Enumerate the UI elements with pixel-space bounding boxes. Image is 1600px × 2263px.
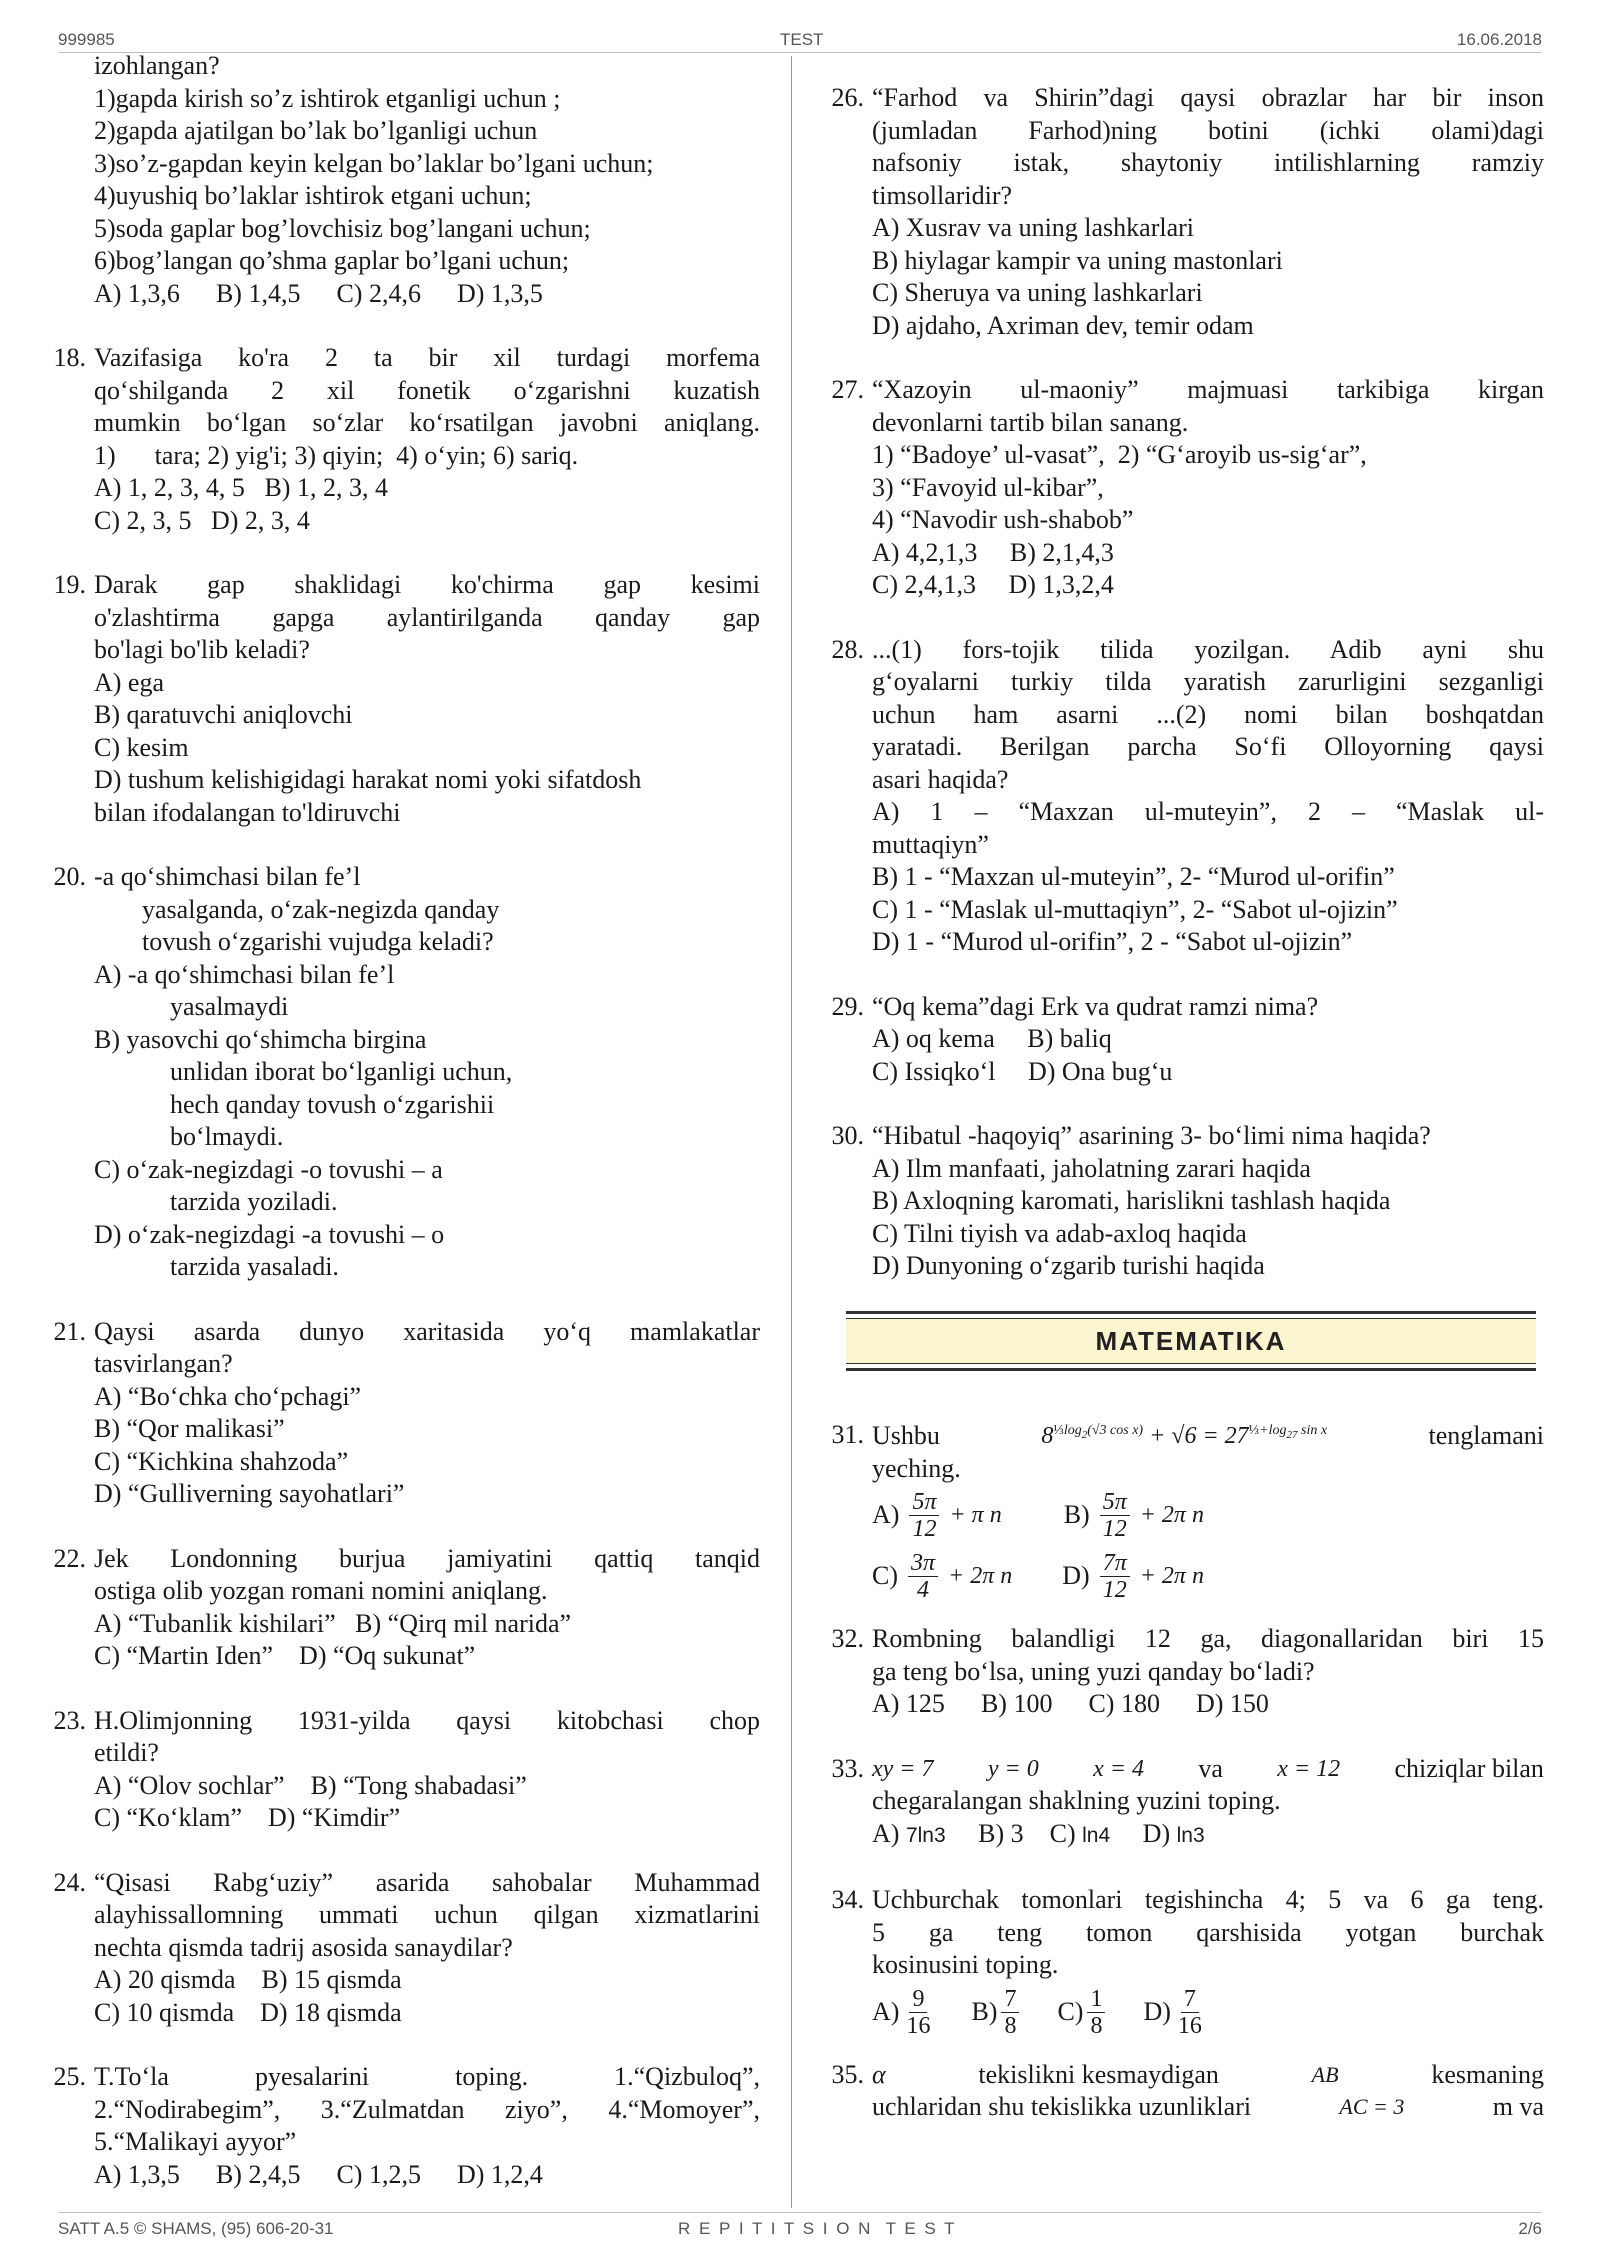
text-line: qo‘shilganda 2 xil fonetik o‘zgarishni kuzatish <box>94 375 760 405</box>
question-35 <box>812 2059 1544 2124</box>
option-a[interactable]: A) 1,3,5 <box>94 2159 180 2189</box>
text-line <box>872 2059 1544 2092</box>
footer-title: R E P I T I T S I O N T E S T <box>678 2219 957 2238</box>
options-ab[interactable]: A) 20 qismda B) 15 qismda <box>94 1965 402 1994</box>
section-banner <box>846 1311 1536 1371</box>
question-number: 22. <box>53 1543 86 1573</box>
option-b[interactable]: B) <box>971 1996 998 2026</box>
option-d-continued: bilan ifodalangan to'ldiruvchi <box>94 797 401 827</box>
text-line: timsollaridir? <box>872 180 1013 210</box>
question-28 <box>812 634 1544 959</box>
option-a[interactable]: A) <box>872 1500 900 1530</box>
question-number: 19. <box>53 570 86 599</box>
footer-copyright: SATT A.5 © SHAMS, (95) 606-20-31 <box>58 2219 334 2238</box>
option-b[interactable]: B) 100 <box>980 1689 1053 1718</box>
question-22 <box>34 1543 760 1673</box>
text-line: chegaralangan shaklning yuzini toping. <box>872 1786 1281 1815</box>
text-line: nafsoniy istak, shaytoniy intilishlarning ramziy <box>872 148 1544 177</box>
options-ab[interactable]: A) oq kema B) baliq <box>872 1024 1112 1053</box>
text-line: bo'lagi bo'lib keladi? <box>94 635 310 664</box>
option-a[interactable]: A) 1 – “Maxzan ul-muteyin”, 2 – “Maslak ul- <box>872 797 1544 826</box>
option-c[interactable]: C) 2, 3, 5 <box>94 505 192 535</box>
text-line <box>872 2091 1544 2124</box>
option-b-continued: hech qanday tovush o‘zgarishii <box>170 1089 495 1119</box>
fraction: $\frac{7\pi}{12}$ <box>1100 1550 1130 1603</box>
text-line: Rombning balandligi 12 ga, diagonallaridan biri 15 <box>872 1624 1544 1653</box>
option-d[interactable]: D) tushum kelishigidagi harakat nomi yoki sifatdosh <box>94 765 642 794</box>
question-number: 21. <box>53 1316 86 1346</box>
options-ab[interactable]: A) “Olov sochlar” B) “Tong shabadasi” <box>94 1770 527 1800</box>
options-cd[interactable]: C) 2,4,1,3 D) 1,3,2,4 <box>872 570 1114 599</box>
option-d[interactable]: D) o‘zak-negizdagi -a tovushi – o <box>94 1219 445 1249</box>
option-c[interactable]: C) 1 - “Maslak ul-muttaqiyn”, 2- “Sabot ul-ojizin” <box>872 894 1398 924</box>
header-title: TEST <box>780 30 824 49</box>
option-a[interactable]: A) 1,3,6 <box>94 278 180 308</box>
fraction: $\frac{3\pi}{4}$ <box>908 1550 938 1603</box>
question-number: 29. <box>831 991 864 1021</box>
question-23 <box>34 1705 760 1835</box>
equation: x = 4 <box>1093 1755 1144 1782</box>
option-c[interactable]: C) o‘zak-negizdagi -o tovushi – a <box>94 1154 443 1184</box>
option-b[interactable]: B) hiylagar kampir va uning mastonlari <box>872 245 1283 275</box>
fraction: $\frac{1}{8}$ <box>1087 1986 1105 2039</box>
question-number: 24. <box>53 1867 86 1897</box>
text-line: alayhissallomning ummati uchun qilgan xizmatlarini <box>94 1900 760 1929</box>
option-d[interactable]: D) <box>1143 1996 1171 2026</box>
text-line: H.Olimjonning 1931-yilda qaysi kitobchasi chop <box>94 1705 760 1735</box>
text-line: ga teng bo‘lsa, uning yuzi qanday bo‘ladi? <box>872 1656 1315 1686</box>
answer-options <box>94 2159 760 2192</box>
option-b-continued: unlidan iborat bo‘lganligi uchun, <box>170 1057 513 1086</box>
question-34 <box>812 1884 1544 2039</box>
options-cd[interactable]: C) “Ko‘klam” D) “Kimdir” <box>94 1803 401 1832</box>
question-20 <box>34 861 760 1284</box>
fraction: $\frac{9}{16}$ <box>906 1985 931 2039</box>
question-number: 32. <box>831 1624 864 1653</box>
text-line: yasalganda, o‘zak-negizda qanday <box>142 894 500 924</box>
text-line: “Xazoyin ul-maoniy” majmuasi tarkibiga kirgan <box>872 375 1544 404</box>
fraction: $\frac{5\pi}{12}$ <box>909 1489 939 1542</box>
text-line: 5 ga teng tomon qarshisida yotgan burchak <box>872 1917 1544 1947</box>
text-word: tekislikni kesmaydigan <box>978 2059 1219 2089</box>
option-value: 7ln3 <box>905 1823 946 1847</box>
text-line: 6)bog’langan qo’shma gaplar bo’lgani uchun; <box>94 246 570 275</box>
question-32 <box>812 1623 1544 1721</box>
question-number: 23. <box>53 1705 86 1735</box>
option-value: ln4 <box>1082 1823 1111 1847</box>
left-column <box>34 50 760 2191</box>
question-19 <box>34 569 760 829</box>
options-row: A) $\frac{5\pi}{12}$ + π n B) $\frac{5\pi}{12}$ + 2π n <box>872 1489 1204 1542</box>
option-c[interactable]: C) <box>1057 1996 1084 2026</box>
option-c[interactable]: C) kesim <box>94 732 189 762</box>
text-line: 4)uyushiq bo’laklar ishtirok etgani uchun; <box>94 181 532 210</box>
option-c[interactable]: C) Tilni tiyish va adab-axloq haqida <box>872 1218 1247 1248</box>
question-27 <box>812 374 1544 602</box>
text-line: -a qo‘shimchasi bilan fe’l <box>94 862 361 891</box>
option-d[interactable]: D) ajdaho, Axriman dev, temir odam <box>872 310 1254 340</box>
text-line: etildi? <box>94 1738 159 1767</box>
question-30 <box>812 1120 1544 1283</box>
page-number: 2/6 <box>1518 2219 1542 2238</box>
text-word: tenglamani <box>1428 1421 1544 1450</box>
question-24 <box>34 1867 760 2030</box>
page-footer <box>58 2212 1542 2239</box>
option-c[interactable]: C) “Kichkina shahzoda” <box>94 1446 349 1476</box>
option-a[interactable]: A) ega <box>94 667 165 697</box>
option-b[interactable]: B) 1 - “Maxzan ul-muteyin”, 2- “Murod ul-orifin” <box>872 862 1395 891</box>
text-line: Darak gap shaklidagi ko'chirma gap kesimi <box>94 570 760 599</box>
question-17-continued <box>34 50 760 310</box>
text-line: (jumladan Farhod)ning botini (ichki olami)dagi <box>872 115 1544 145</box>
options-cd[interactable]: C) 10 qismda D) 18 qismda <box>94 1997 402 2027</box>
text-line: 5.“Malikayi ayyor” <box>94 2127 297 2156</box>
option-value: ln3 <box>1176 1823 1205 1847</box>
text-line: “Hibatul -haqoyiq” asarining 3- bo‘limi nima haqida? <box>872 1121 1431 1150</box>
equation: xy = 7 <box>872 1755 934 1782</box>
text-word: m va <box>1492 2092 1544 2121</box>
question-21 <box>34 1316 760 1511</box>
question-number: 25. <box>53 2062 86 2091</box>
question-number: 18. <box>53 343 86 372</box>
question-18 <box>34 342 760 537</box>
option-a[interactable]: A) Xusrav va uning lashkarlari <box>872 213 1195 242</box>
answer-options <box>872 1688 1544 1721</box>
text-line: mumkin bo‘lgan so‘zlar ko‘rsatilgan javobni aniqlang. <box>94 408 760 437</box>
option-d[interactable]: D) 1,2,4 <box>456 2159 543 2189</box>
option-b[interactable]: B) 1, 2, 3, 4 <box>264 473 388 502</box>
text-line <box>872 1753 1544 1786</box>
options-ab[interactable]: A) 4,2,1,3 B) 2,1,4,3 <box>872 537 1114 567</box>
question-25 <box>34 2061 760 2191</box>
text-line: tasvirlangan? <box>94 1349 233 1378</box>
option-c[interactable]: C) <box>1049 1818 1076 1848</box>
fraction: $\frac{7}{16}$ <box>1177 1985 1202 2039</box>
text-line: nechta qismda tadrij asosida sanaydilar? <box>94 1932 513 1962</box>
options-cd[interactable]: C) Issiqko‘l D) Ona bug‘u <box>872 1056 1173 1086</box>
option-d[interactable]: D) 1 - “Murod ul-orifin”, 2 - “Sabot ul-ojizin” <box>872 927 1353 956</box>
text-word: va <box>1198 1753 1223 1783</box>
text-line: 3)so’z-gapdan keyin kelgan bo’laklar bo’lgani uchun; <box>94 148 654 178</box>
text-line: o'zlashtirma gapga aylantirilganda qanday gap <box>94 602 760 632</box>
option-b[interactable]: B) 3 <box>978 1818 1024 1848</box>
text-line: 4) “Navodir ush-shabob” <box>872 505 1134 534</box>
text-line: “Qisasi Rabg‘uziy” asarida sahobalar Muhammad <box>94 1867 760 1897</box>
option-a[interactable]: A) <box>872 1818 900 1848</box>
option-a[interactable]: A) Ilm manfaati, jaholatning zarari haqida <box>872 1153 1311 1183</box>
text-line: 2)gapda ajatilgan bo’lak bo’lganligi uchun <box>94 116 538 145</box>
option-c[interactable]: C) 1,2,5 <box>336 2159 421 2189</box>
question-31 <box>812 1401 1544 1604</box>
option-c-continued: tarzida yoziladi. <box>170 1187 338 1216</box>
text-line: asari haqida? <box>872 764 1009 794</box>
text-line: 1)gapda kirish so’z ishtirok etganligi uchun ; <box>94 83 561 113</box>
text-line: izohlangan? <box>94 51 220 80</box>
question-number: 30. <box>831 1121 864 1150</box>
section-title: MATEMATIKA <box>846 1318 1536 1364</box>
text-line: uchun ham asarni ...(2) nomi bilan boshqatdan <box>872 699 1544 729</box>
option-c[interactable]: C) 2,4,6 <box>336 278 421 308</box>
option-d[interactable]: D) 1,3,5 <box>456 278 543 308</box>
question-number: 35. <box>831 2059 864 2089</box>
option-d[interactable]: D) Dunyoning o‘zgarib turishi haqida <box>872 1251 1265 1280</box>
option-d[interactable]: D) <box>1062 1561 1090 1591</box>
option-c[interactable]: C) <box>872 1561 898 1591</box>
text-line: Qaysi asarda dunyo xaritasida yo‘q mamlakatlar <box>94 1316 760 1346</box>
options-row <box>872 1818 1544 1853</box>
option-b[interactable]: B) Axloqning karomati, harislikni tashlash haqida <box>872 1186 1391 1215</box>
option-c[interactable]: C) Sheruya va uning lashkarlari <box>872 278 1203 307</box>
text-line: 2.“Nodirabegim”, 3.“Zulmatdan ziyo”, 4.“Momoyer”, <box>94 2094 760 2124</box>
question-number: 33. <box>831 1753 864 1783</box>
text-word: chiziqlar bilan <box>1394 1753 1544 1783</box>
option-d[interactable]: D) <box>1142 1818 1171 1848</box>
equation: x = 12 <box>1277 1755 1341 1782</box>
text-line: 3) “Favoyid ul-kibar”, <box>872 472 1104 502</box>
option-a-continued: yasalmaydi <box>170 992 289 1021</box>
question-33 <box>812 1753 1544 1853</box>
option-d[interactable]: D) 150 <box>1195 1689 1269 1718</box>
option-b[interactable]: B) “Qor malikasi” <box>94 1414 285 1443</box>
equation: y = 0 <box>987 1755 1039 1782</box>
text-line: T.To‘la pyesalarini toping. 1.“Qizbuloq”, <box>94 2062 760 2091</box>
option-d[interactable]: D) “Gulliverning sayohatlari” <box>94 1479 405 1508</box>
answer-options <box>94 278 760 311</box>
alpha-symbol: α <box>872 2059 886 2089</box>
options-row <box>94 472 760 505</box>
text-word: uchlaridan shu tekislikka uzunliklari <box>872 2092 1252 2121</box>
option-d-continued: tarzida yasaladi. <box>170 1252 339 1281</box>
question-number: 31. <box>831 1419 864 1449</box>
question-number: 26. <box>831 83 864 112</box>
text-line: ...(1) fors-tojik tilida yozilgan. Adib ayni shu <box>872 634 1544 664</box>
text-line: 1) “Badoye’ ul-vasat”, 2) “G‘aroyib us-sig‘ar”, <box>872 440 1367 469</box>
text-word: Ushbu <box>872 1421 940 1450</box>
fraction: $\frac{7}{8}$ <box>1001 1986 1019 2039</box>
column-divider <box>791 56 792 2208</box>
option-a[interactable]: A) <box>872 1996 900 2026</box>
option-a[interactable]: A) 125 <box>872 1689 945 1718</box>
question-26 <box>812 82 1544 342</box>
question-number: 27. <box>831 375 864 404</box>
text-line: devonlarni tartib bilan sanang. <box>872 407 1189 437</box>
equation: $8^{\frac{1}{3}log_2(√3 cos x)} + √6 = 27^{\frac{1}{3}+log_{27} sin x}$ <box>1041 1423 1328 1449</box>
options-row: C) $\frac{3\pi}{4}$ + 2π n D) $\frac{7\pi}{12}$ + 2π n <box>872 1550 1204 1603</box>
option-b-continued: bo‘lmaydi. <box>170 1122 284 1151</box>
doc-id: 999985 <box>58 30 115 49</box>
equation: AC = 3 <box>1339 2094 1405 2119</box>
text-line: “Oq kema”dagi Erk va qudrat ramzi nima? <box>872 991 1319 1021</box>
options-row <box>94 505 760 538</box>
options-cd[interactable]: C) “Martin Iden” D) “Oq sukunat” <box>94 1641 476 1670</box>
text-line: “Farhod va Shirin”dagi qaysi obrazlar har bir inson <box>872 83 1544 112</box>
text-line: Jek Londonning burjua jamiyatini qattiq tanqid <box>94 1543 760 1573</box>
question-number: 20. <box>53 862 86 891</box>
text-line: Uchburchak tomonlari tegishincha 4; 5 va 6 ga teng. <box>872 1885 1544 1914</box>
question-number: 34. <box>831 1885 864 1914</box>
segment-label: AB <box>1311 2061 1339 2087</box>
options-row <box>872 1986 1544 2039</box>
question-number: 28. <box>831 634 864 664</box>
option-c[interactable]: C) 180 <box>1088 1689 1160 1718</box>
text-line: kosinusini toping. <box>872 1950 1059 1979</box>
option-d[interactable]: D) 2, 3, 4 <box>211 505 310 535</box>
header-date: 16.06.2018 <box>1456 30 1542 49</box>
option-a[interactable]: A) -a qo‘shimchasi bilan fe’l <box>94 959 395 989</box>
option-a[interactable]: A) 1, 2, 3, 4, 5 <box>94 473 245 502</box>
text-line: yeching. <box>872 1453 961 1483</box>
text-word: kesmaning <box>1431 2059 1544 2089</box>
right-column <box>812 82 1544 2124</box>
text-line: tovush o‘zgarishi vujudga keladi? <box>142 927 494 956</box>
text-line: g‘oyalarni turkiy tilda yaratish zarurligini sezganligi <box>872 667 1544 696</box>
option-a-continued: muttaqiyn” <box>872 829 989 859</box>
options-ab[interactable]: A) “Tubanlik kishilari” B) “Qirq mil narida” <box>94 1608 572 1638</box>
text-line: ostiga olib yozgan romani nomini aniqlang. <box>94 1576 548 1605</box>
fraction: $\frac{5\pi}{12}$ <box>1100 1489 1130 1542</box>
word-list: 1) tara; 2) yig'i; 3) qiyin; 4) o‘yin; 6) sariq. <box>94 440 579 470</box>
option-b[interactable]: B) yasovchi qo‘shimcha birgina <box>94 1024 427 1054</box>
text-line: 5)soda gaplar bog’lovchisiz bog’langani uchun; <box>94 213 591 243</box>
question-29 <box>812 991 1544 1089</box>
option-a[interactable]: A) “Bo‘chka cho‘pchagi” <box>94 1381 362 1411</box>
option-b[interactable]: B) <box>1063 1500 1090 1530</box>
option-b[interactable]: B) 1,4,5 <box>215 278 301 308</box>
option-b[interactable]: B) 2,4,5 <box>215 2159 301 2189</box>
text-line: yaratadi. Berilgan parcha So‘fi Olloyorning qaysi <box>872 732 1544 761</box>
text-line: Vazifasiga ko'ra 2 ta bir xil turdagi morfema <box>94 343 760 372</box>
option-b[interactable]: B) qaratuvchi aniqlovchi <box>94 700 353 729</box>
